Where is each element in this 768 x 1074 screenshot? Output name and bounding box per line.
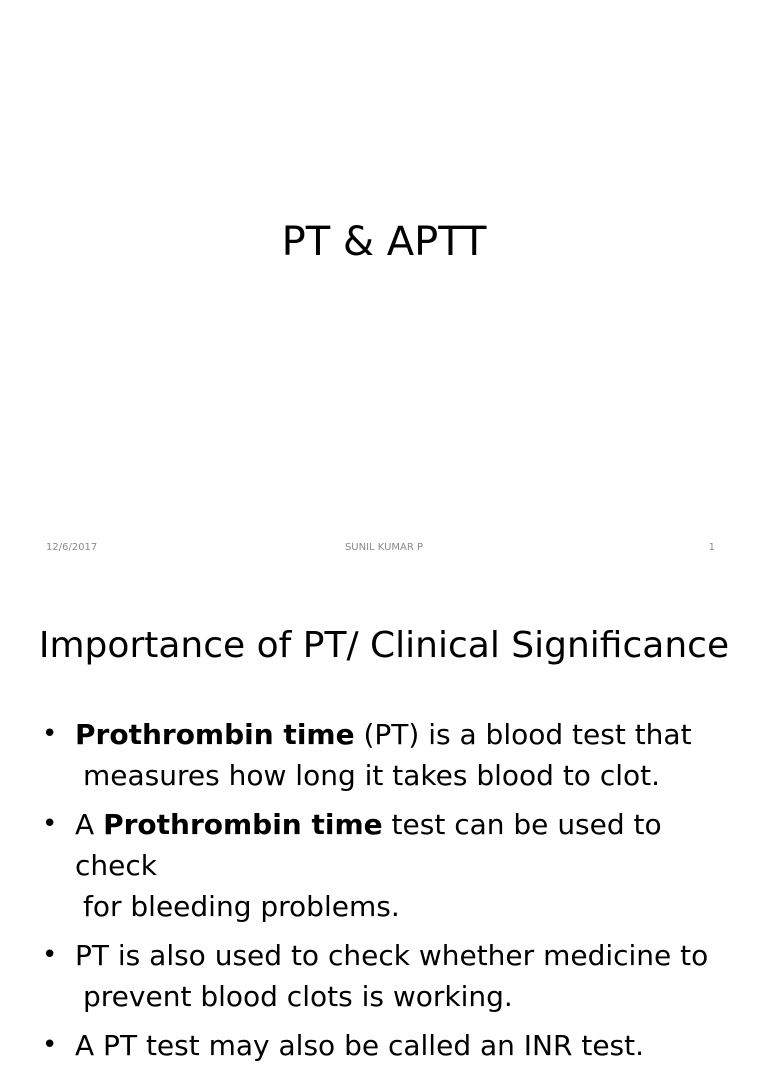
bullet-text-post: test can be used to check (75, 808, 662, 882)
slide-2 (0, 576, 768, 1062)
bullet-item (42, 714, 732, 796)
slide-title: Importance of PT/ Clinical Significance (38, 625, 730, 666)
bullet-item (42, 1025, 732, 1066)
footer-author: SUNIL KUMAR P (344, 542, 424, 553)
bullet-text-bold: Prothrombin time (75, 718, 355, 751)
bullet-text-continuation: for bleeding problems. (83, 890, 400, 923)
bullet-text-continuation: measures how long it takes blood to clot. (83, 759, 661, 792)
footer-date: 12/6/2017 (46, 542, 98, 553)
bullet-item (42, 935, 732, 1017)
bullet-icon: • (42, 719, 58, 749)
slide-title: PT & APTT (281, 219, 487, 265)
bullet-text-post: (PT) is a blood test that (354, 718, 692, 751)
bullet-text-pre: A PT test may also be called an INR test. (75, 1029, 645, 1062)
bullet-text-bold: Prothrombin time (103, 808, 383, 841)
bullet-item (42, 804, 732, 927)
bullet-text-pre: A (75, 808, 104, 841)
bullet-icon: • (42, 809, 58, 839)
bullet-icon: • (42, 940, 58, 970)
bullet-list (42, 714, 732, 1074)
slide-footer (0, 540, 768, 558)
bullet-icon: • (42, 1030, 58, 1060)
bullet-text-continuation: prevent blood clots is working. (83, 980, 513, 1013)
footer-page-number: 1 (708, 542, 715, 553)
bullet-text-pre: PT is also used to check whether medicine to (75, 939, 709, 972)
